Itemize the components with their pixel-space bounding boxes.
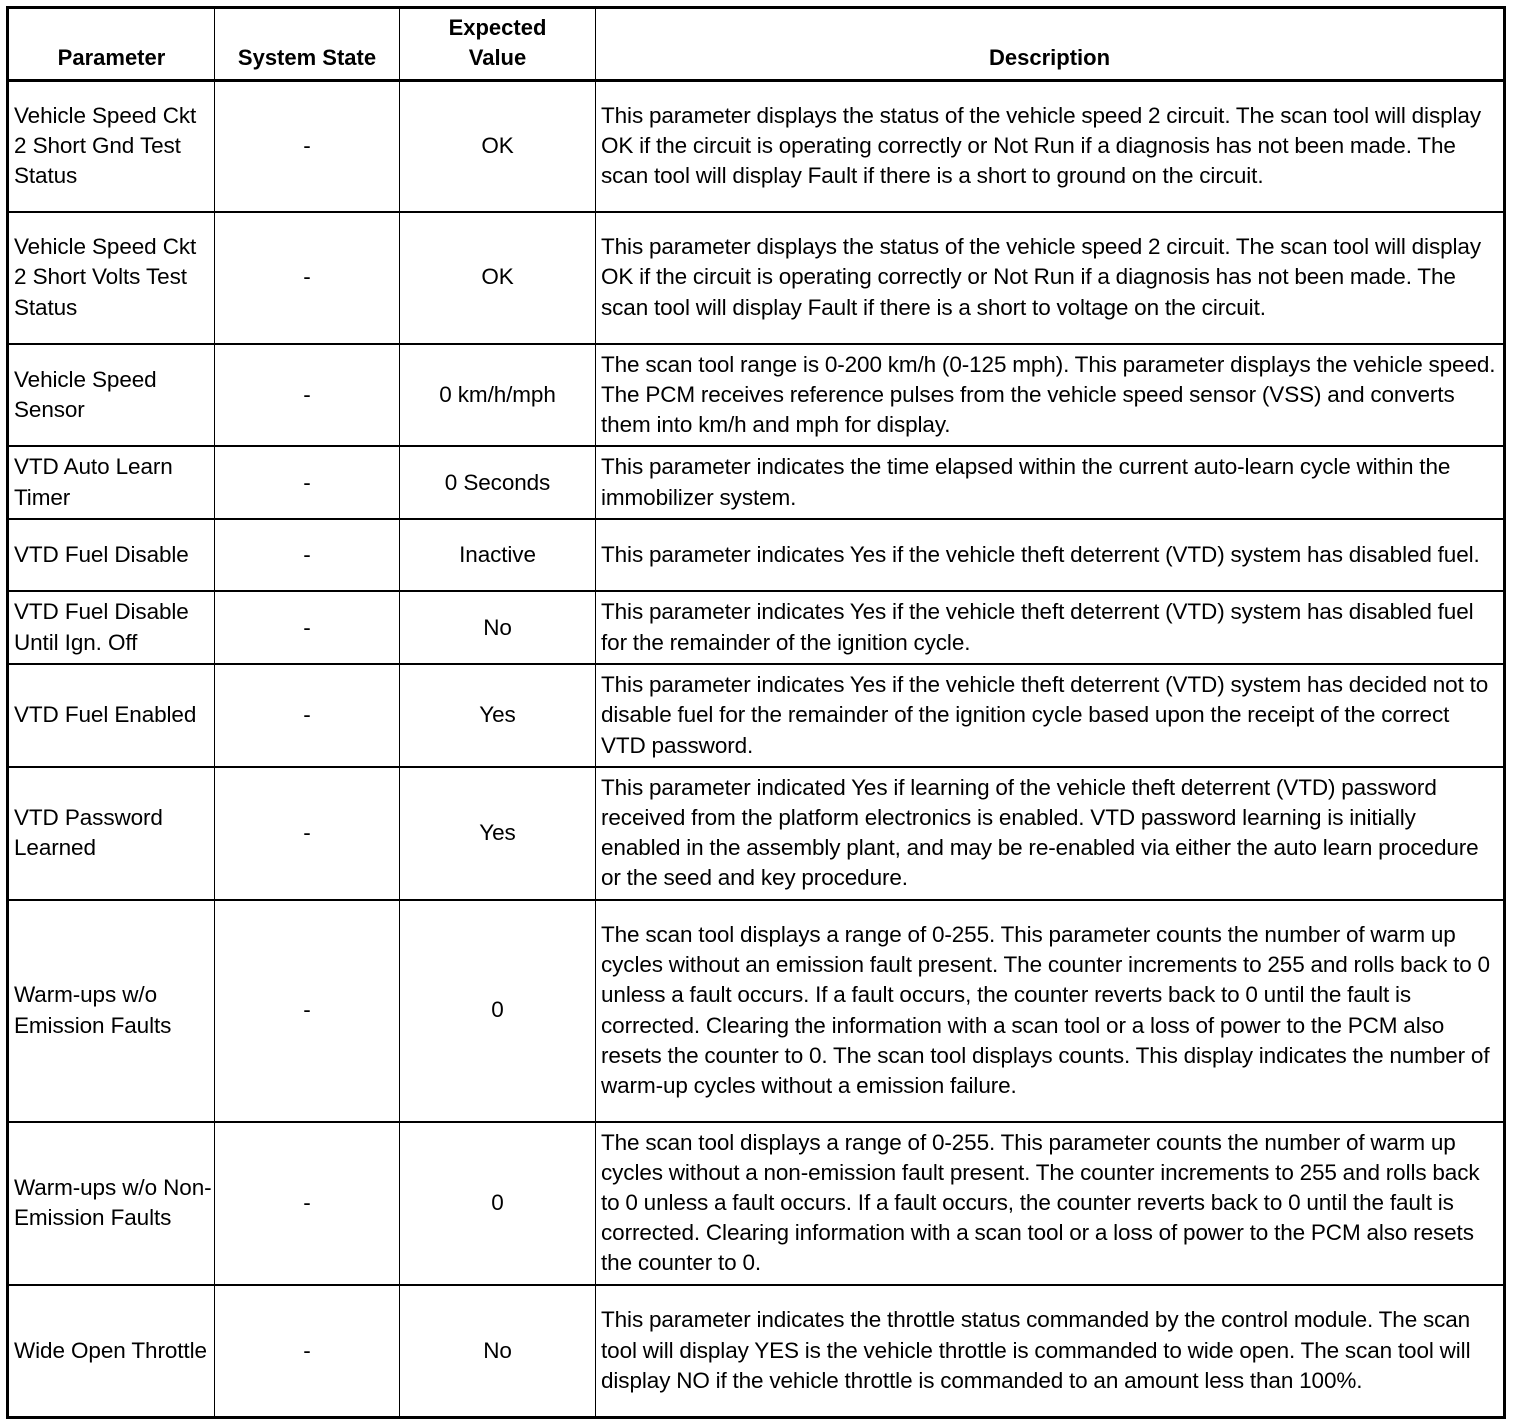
cell-expected-value: Yes <box>400 767 596 900</box>
cell-description: This parameter indicates the time elapsed within the current auto-learn cycle within the immobilizer system. <box>596 446 1505 519</box>
header-expected-value-line1: Expected <box>448 15 547 40</box>
cell-description: This parameter indicates the throttle status commanded by the control module. The scan tool will display YES is the vehicle throttle is commanded to wide open. The scan tool will display NO if the vehicle throttle is commanded to an amount less than 100%. <box>596 1285 1505 1418</box>
header-description: Description <box>596 8 1505 81</box>
cell-description: This parameter displays the status of the vehicle speed 2 circuit. The scan tool will display OK if the circuit is operating correctly or Not Run if a diagnosis has not been made. The scan tool will display Fault if there is a short to voltage on the circuit. <box>596 212 1505 344</box>
cell-system-state: - <box>215 664 400 767</box>
cell-expected-value: No <box>400 591 596 664</box>
cell-expected-value: 0 km/h/mph <box>400 344 596 447</box>
table-row <box>8 591 1505 664</box>
table-row <box>8 81 1505 212</box>
table-row <box>8 664 1505 767</box>
cell-description: The scan tool displays a range of 0-255. This parameter counts the number of warm up cycles without an emission fault present. The counter increments to 255 and rolls back to 0 unless a fault occurs. If a fault occurs, the counter reverts back to 0 until the fault is corrected. Clearing the information with a scan tool or a loss of power to the PCM also resets the counter to 0. The scan tool displays counts. This display indicates the number of warm-up cycles without a emission failure. <box>596 900 1505 1122</box>
table-row <box>8 519 1505 591</box>
table-row <box>8 900 1505 1122</box>
header-expected-value-line2: Value <box>468 45 527 70</box>
cell-system-state: - <box>215 1285 400 1418</box>
cell-description: This parameter displays the status of the vehicle speed 2 circuit. The scan tool will display OK if the circuit is operating correctly or Not Run if a diagnosis has not been made. The scan tool will display Fault if there is a short to ground on the circuit. <box>596 81 1505 212</box>
cell-system-state: - <box>215 519 400 591</box>
cell-parameter: Vehicle Speed Ckt 2 Short Gnd Test Status <box>8 81 215 212</box>
cell-description: The scan tool displays a range of 0-255. This parameter counts the number of warm up cycles without a non-emission fault present. The counter increments to 255 and rolls back to 0 unless a fault occurs. If a fault occurs, the counter reverts back to 0 until the fault is corrected. Clearing information with a scan tool or a loss of power to the PCM also resets the counter to 0. <box>596 1122 1505 1285</box>
table-row <box>8 767 1505 900</box>
cell-parameter: Warm-ups w/o Non-Emission Faults <box>8 1122 215 1285</box>
cell-system-state: - <box>215 591 400 664</box>
cell-system-state: - <box>215 212 400 344</box>
cell-expected-value: No <box>400 1285 596 1418</box>
cell-description: This parameter indicates Yes if the vehicle theft deterrent (VTD) system has disabled fuel. <box>596 519 1505 591</box>
cell-expected-value: Yes <box>400 664 596 767</box>
header-system-state: System State <box>215 8 400 81</box>
cell-system-state: - <box>215 767 400 900</box>
table-body <box>8 81 1505 1418</box>
parameter-table <box>6 6 1506 1419</box>
cell-parameter: Vehicle Speed Ckt 2 Short Volts Test Status <box>8 212 215 344</box>
cell-expected-value: 0 <box>400 900 596 1122</box>
cell-system-state: - <box>215 1122 400 1285</box>
cell-parameter: Wide Open Throttle <box>8 1285 215 1418</box>
cell-expected-value: OK <box>400 212 596 344</box>
table-row <box>8 344 1505 447</box>
header-row <box>8 8 1505 81</box>
cell-parameter: VTD Password Learned <box>8 767 215 900</box>
header-parameter: Parameter <box>8 8 215 81</box>
table-row <box>8 212 1505 344</box>
cell-expected-value: 0 <box>400 1122 596 1285</box>
cell-parameter: Warm-ups w/o Emission Faults <box>8 900 215 1122</box>
cell-system-state: - <box>215 344 400 447</box>
table-row <box>8 1285 1505 1418</box>
cell-parameter: VTD Fuel Enabled <box>8 664 215 767</box>
cell-expected-value: 0 Seconds <box>400 446 596 519</box>
cell-parameter: VTD Auto Learn Timer <box>8 446 215 519</box>
table-row <box>8 1122 1505 1285</box>
header-expected-value <box>400 8 596 81</box>
cell-description: This parameter indicated Yes if learning of the vehicle theft deterrent (VTD) password received from the platform electronics is enabled. VTD password learning is initially enabled in the assembly plant, and may be re-enabled via either the auto learn procedure or the seed and key procedure. <box>596 767 1505 900</box>
cell-parameter: VTD Fuel Disable Until Ign. Off <box>8 591 215 664</box>
cell-system-state: - <box>215 446 400 519</box>
table-row <box>8 446 1505 519</box>
cell-system-state: - <box>215 900 400 1122</box>
cell-parameter: VTD Fuel Disable <box>8 519 215 591</box>
cell-parameter: Vehicle Speed Sensor <box>8 344 215 447</box>
cell-expected-value: OK <box>400 81 596 212</box>
cell-description: This parameter indicates Yes if the vehicle theft deterrent (VTD) system has decided not to disable fuel for the remainder of the ignition cycle based upon the receipt of the correct VTD password. <box>596 664 1505 767</box>
cell-description: The scan tool range is 0-200 km/h (0-125 mph). This parameter displays the vehicle speed. The PCM receives reference pulses from the vehicle speed sensor (VSS) and converts them into km/h and mph for display. <box>596 344 1505 447</box>
cell-system-state: - <box>215 81 400 212</box>
table-header <box>8 8 1505 81</box>
cell-expected-value: Inactive <box>400 519 596 591</box>
cell-description: This parameter indicates Yes if the vehicle theft deterrent (VTD) system has disabled fuel for the remainder of the ignition cycle. <box>596 591 1505 664</box>
